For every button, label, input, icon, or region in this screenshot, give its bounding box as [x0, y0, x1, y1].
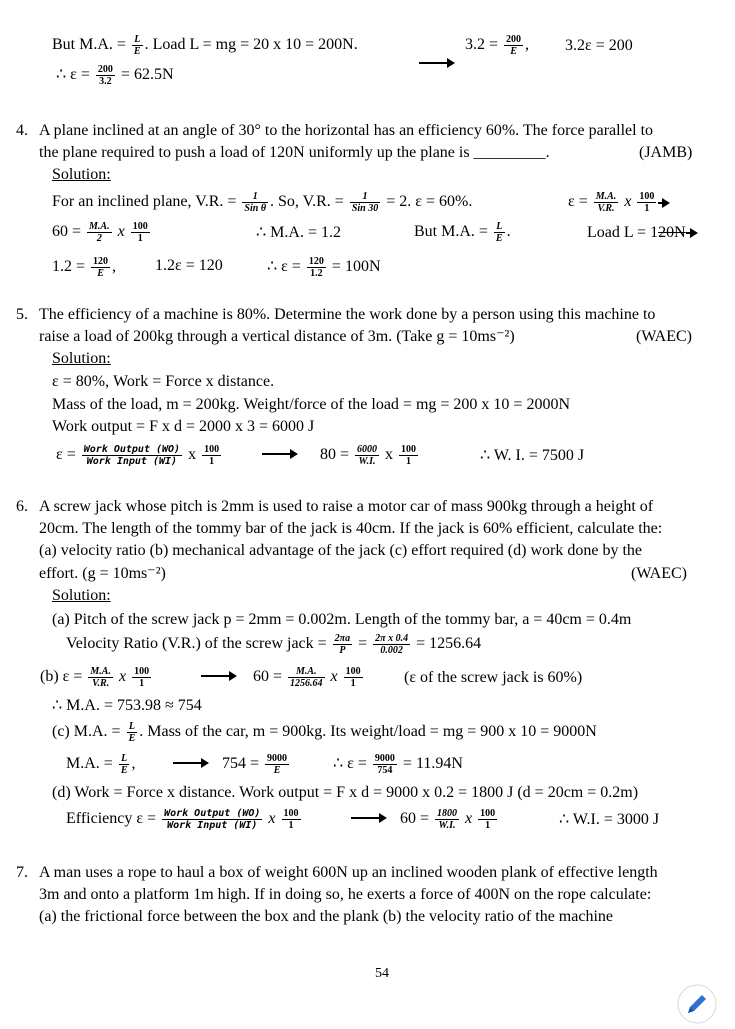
page-number: 54 [375, 966, 389, 981]
q7-number: 7. [16, 864, 28, 881]
q6-c-substitution: 754 = $\frac{9000}{E}$ [222, 753, 288, 776]
q6-number: 6. [16, 498, 28, 515]
q5-step-2: Mass of the load, m = 200kg. Weight/force of the load = mg = 200 x 10 = 2000N [52, 396, 570, 413]
q6-d-result: ∴ W.I. = 3000 J [559, 811, 660, 828]
q4-ma-result: ∴ M.A. = 1.2 [256, 224, 341, 241]
q6-b-line-1: (b) ε = $\frac{M.A.}{V.R.}$ x $\frac{100}{1}$ [40, 666, 150, 689]
q6-b-result: ∴ M.A. = 753.98 ≈ 754 [52, 697, 202, 714]
q5-step-1: ε = 80%, Work = Force x distance. [52, 373, 275, 390]
q4-effort-eq: 1.2ε = 120 [155, 257, 223, 274]
q7-text-2: 3m and onto a platform 1m high. If in doing so, he exerts a force of 400N on the rope calculate: [39, 886, 652, 903]
q6-b-note: (ε of the screw jack is 60%) [404, 669, 583, 686]
q4-effort-result: ∴ ε = $\frac{120}{1.2}$ = 100N [267, 256, 381, 279]
q4-load: Load L = 120N [587, 223, 698, 243]
q6-text-4: effort. (g = 10ms⁻²) [39, 565, 166, 582]
q4-source: (JAMB) [639, 144, 693, 161]
q5-text-2: raise a load of 200kg through a vertical distance of 3m. (Take g = 10ms⁻²) [39, 328, 515, 345]
arrow-icon [658, 198, 670, 208]
arrow-icon [262, 449, 298, 459]
q6-b-substitution: 60 = $\frac{M.A.}{1256.64}$ x $\frac{100}{1}$ [253, 666, 361, 689]
q6-text-3: (a) velocity ratio (b) mechanical advantage of the jack (c) effort required (d) work done by the [39, 542, 642, 559]
intro-line-2: ∴ ε = $\frac{200}{3.2}$ = 62.5N [56, 64, 174, 87]
q6-c-line-1: (c) M.A. = $\frac{L}{E}$ . Mass of the car, m = 900kg. Its weight/load = mg = 900 x 10 = 9000N [52, 721, 597, 744]
q4-text-1: A plane inclined at an angle of 30° to the horizontal has an efficiency 60%. The force parallel to [39, 122, 654, 139]
q6-d-substitution: 60 = $\frac{1800}{W.I.}$ x $\frac{100}{1}$ [400, 808, 496, 831]
intro-eq-1: 3.2 = $\frac{200}{E}$ , [465, 34, 530, 57]
arrow-icon [351, 813, 387, 823]
q4-step-1: For an inclined plane, V.R. = 1 Sin θ . So, V.R. = 1 Sin 30 = 2. ε = 60%. [52, 191, 473, 214]
q5-substitution: 80 = $\frac{6000}{W.I.}$ x $\frac{100}{1}$ [320, 444, 417, 467]
q4-text-2: the plane required to push a load of 120N uniformly up the plane is _________. [39, 144, 550, 161]
q7-text-1: A man uses a rope to haul a box of weight 600N up an inclined wooden plank of effective length [39, 864, 658, 881]
q5-step-3: Work output = F x d = 2000 x 3 = 6000 J [52, 418, 315, 435]
q6-c-line-2: M.A. = $\frac{L}{E}$ , [66, 753, 136, 776]
arrow-icon [201, 671, 237, 681]
q5-solution-heading: Solution: [52, 350, 111, 367]
fraction: $\frac{L}{E}$ [133, 34, 141, 57]
q6-d-line-1: (d) Work = Force x distance. Work output = F x d = 9000 x 0.2 = 1800 J (d = 20cm = 0.2m) [52, 784, 639, 801]
q7-text-3: (a) the frictional force between the box and the plank (b) the velocity ratio of the machine [39, 908, 613, 925]
arrow-icon [173, 758, 209, 768]
arrow-icon [686, 228, 698, 238]
q4-efficiency-formula: ε = $\frac{M.A.}{V.R.}$ x $\frac{100}{1}$ [568, 191, 670, 214]
q4-number: 4. [16, 122, 28, 139]
q6-d-efficiency: Efficiency ε = Work Output (WO) Work Input (WI) x $\frac{100}{1}$ [66, 808, 299, 831]
intro-eq-2: 3.2ε = 200 [565, 37, 633, 54]
q5-number: 5. [16, 306, 28, 323]
q4-but-ma: But M.A. = $\frac{L}{E}$ . [414, 221, 511, 244]
intro-line-1: But M.A. = $\frac{L}{E}$ . Load L = mg = 20 x 10 = 200N. [52, 34, 358, 57]
q4-step-3: 1.2 = $\frac{120}{E}$ , [52, 256, 117, 279]
pencil-icon[interactable] [677, 984, 717, 1024]
q5-result: ∴ W. I. = 7500 J [480, 447, 585, 464]
arrow-icon [419, 58, 455, 68]
q5-text-1: The efficiency of a machine is 80%. Determine the work done by a person using this machine to [39, 306, 656, 323]
q4-solution-heading: Solution: [52, 166, 111, 183]
q5-efficiency-formula: ε = Work Output (WO) Work Input (WI) x $\frac{100}{1}$ [56, 444, 220, 467]
q5-source: (WAEC) [636, 328, 692, 345]
q6-source: (WAEC) [631, 565, 687, 582]
q6-solution-heading: Solution: [52, 587, 111, 604]
q6-text-1: A screw jack whose pitch is 2mm is used to raise a motor car of mass 900kg through a height of [39, 498, 654, 515]
q6-text-2: 20cm. The length of the tommy bar of the jack is 40cm. If the jack is 60% efficient, calculate the: [39, 520, 663, 537]
q4-step-2: 60 = $\frac{M.A.}{2}$ x $\frac{100}{1}$ [52, 221, 148, 244]
q6-c-result: ∴ ε = $\frac{9000}{754}$ = 11.94N [333, 753, 463, 776]
q6-a-line-1: (a) Pitch of the screw jack p = 2mm = 0.002m. Length of the tommy bar, a = 40cm = 0.4m [52, 611, 632, 628]
q6-a-line-2: Velocity Ratio (V.R.) of the screw jack = $\frac{2\pi a}{P}$ = $\frac{\text{2π x 0.4}}{0.002}$ = 1256.64 [66, 633, 482, 656]
